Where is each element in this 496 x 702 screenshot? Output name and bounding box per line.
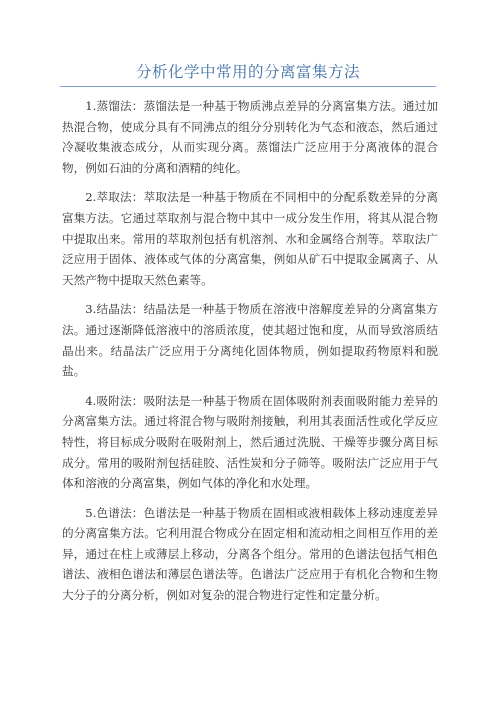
paragraph-distillation: 1.蒸馏法：蒸馏法是一种基于物质沸点差异的分离富集方法。通过加热混合物，使成分具有不同沸点的组分分别转化为气态和液态，然后通过冷凝收集液态成分，从而实现分离。蒸馏法广泛应用于分离液体的混合物，例如石油的分离和酒精的纯化。 [62, 99, 438, 175]
title-divider [60, 86, 436, 87]
paragraph-chromatography: 5.色谱法：色谱法是一种基于物质在固相或液相载体上移动速度差异的分离富集方法。它利用混合物成分在固定相和流动相之间相互作用的差异，通过在柱上或薄层上移动，分离各个组分。常用的色谱法包括气相色谱法、液相色谱法和薄层色谱法等。色谱法广泛应用于有机化合物和生物大分子的分离分析，例如对复杂的混合物进行定性和定量分析。 [62, 505, 438, 603]
paragraph-adsorption: 4.吸附法：吸附法是一种基于物质在固体吸附剂表面吸附能力差异的分离富集方法。通过将混合物与吸附剂接触，利用其表面活性或化学反应特性，将目标成分吸附在吸附剂上，然后通过洗脱、干燥等步骤分离目标成分。常用的吸附剂包括硅胶、活性炭和分子筛等。吸附法广泛应用于气体和溶液的分离富集，例如气体的净化和水处理。 [62, 393, 438, 491]
page-title: 分析化学中常用的分离富集方法 [135, 63, 360, 81]
document-body [62, 96, 438, 615]
paragraph-crystallization: 3.结晶法：结晶法是一种基于物质在溶液中溶解度差异的分离富集方法。通过逐渐降低溶液中的溶质浓度，使其超过饱和度，从而导致溶质结晶出来。结晶法广泛应用于分离纯化固体物质，例如提取药物原料和脱盐。 [62, 302, 438, 379]
paragraph-extraction: 2.萃取法：萃取法是一种基于物质在不同相中的分配系数差异的分离富集方法。它通过萃取剂与混合物中其中一成分发生作用，将其从混合物中提取出来。常用的萃取剂包括有机溶剂、水和金属络合剂等。萃取法广泛应用于固体、液体或气体的分离富集，例如从矿石中提取金属离子、从天然产物中提取天然色素等。 [62, 190, 438, 287]
